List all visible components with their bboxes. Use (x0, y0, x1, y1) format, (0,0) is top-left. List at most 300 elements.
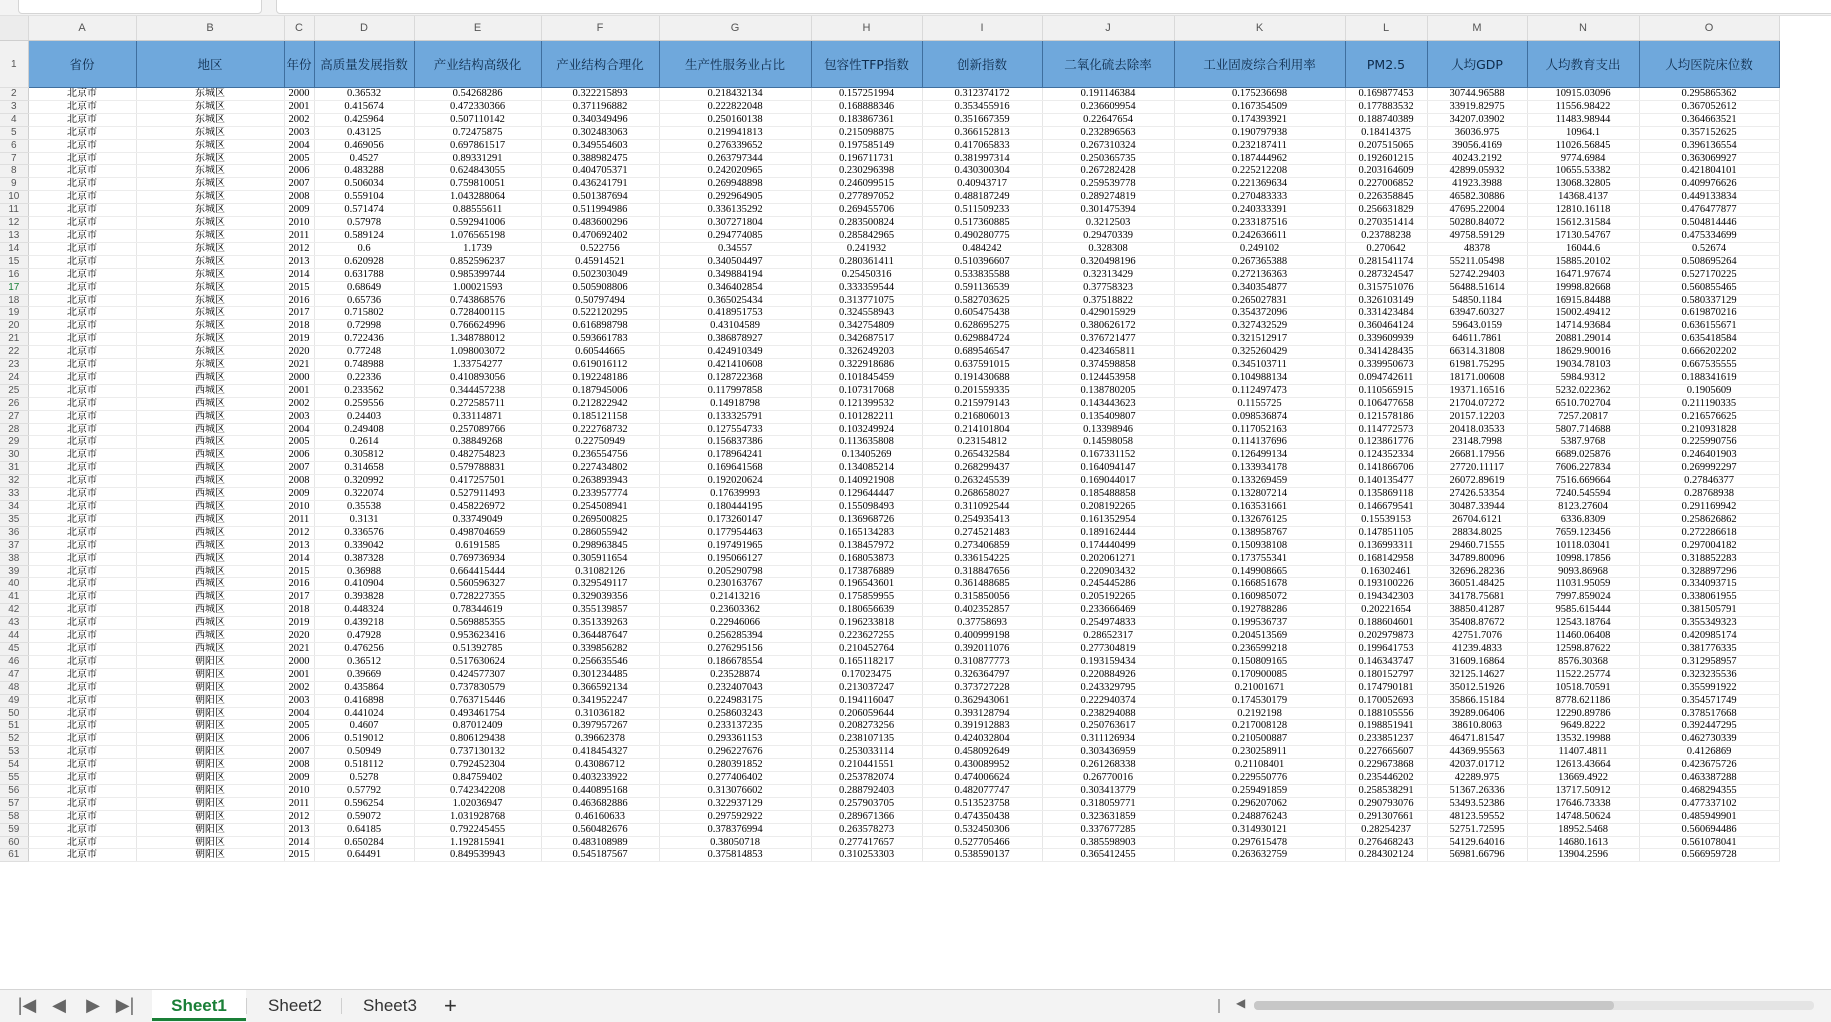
cell[interactable]: 东城区 (136, 165, 284, 178)
cell[interactable]: 0.4126869 (1639, 746, 1779, 759)
cell[interactable]: 2004 (284, 139, 314, 152)
cell[interactable]: 64611.7861 (1427, 333, 1527, 346)
cell[interactable]: 0.240333391 (1174, 204, 1345, 217)
cell[interactable]: 0.329039356 (541, 591, 659, 604)
row-number[interactable]: 60 (0, 836, 28, 849)
row-number[interactable]: 24 (0, 371, 28, 384)
cell[interactable]: 52742.29403 (1427, 268, 1527, 281)
cell[interactable]: 0.117997858 (659, 384, 811, 397)
cell[interactable]: 0.146343747 (1345, 655, 1427, 668)
cell[interactable]: 0.483108989 (541, 836, 659, 849)
cell[interactable]: 0.208273256 (811, 720, 922, 733)
cell[interactable]: 0.263893943 (541, 475, 659, 488)
cell[interactable]: 0.169641568 (659, 462, 811, 475)
cell[interactable]: 0.77248 (314, 346, 414, 359)
cell[interactable]: 0.193100226 (1345, 578, 1427, 591)
cell[interactable]: 0.397957267 (541, 720, 659, 733)
row-number[interactable]: 12 (0, 217, 28, 230)
prev-sheet-icon[interactable]: ◀ (52, 995, 66, 1015)
header-cell[interactable]: 工业固废综合利用率 (1174, 41, 1345, 88)
column-header[interactable]: I (922, 16, 1042, 41)
cell[interactable]: 0.21001671 (1174, 681, 1345, 694)
cell[interactable]: 东城区 (136, 100, 284, 113)
cell[interactable]: 1.098003072 (414, 346, 541, 359)
cell[interactable]: 0.365025434 (659, 294, 811, 307)
cell[interactable]: 2010 (284, 501, 314, 514)
cell[interactable]: 北京市 (28, 810, 136, 823)
cell[interactable]: 0.140135477 (1345, 475, 1427, 488)
cell[interactable]: 0.50949 (314, 746, 414, 759)
cell[interactable]: 2017 (284, 307, 314, 320)
row-number[interactable]: 9 (0, 178, 28, 191)
cell[interactable]: 2008 (284, 475, 314, 488)
cell[interactable]: 北京市 (28, 139, 136, 152)
column-header[interactable]: L (1345, 16, 1427, 41)
cell[interactable]: 21704.07272 (1427, 397, 1527, 410)
cell[interactable]: 9774.6984 (1527, 152, 1639, 165)
cell[interactable]: 0.190797938 (1174, 126, 1345, 139)
cell[interactable]: 西城区 (136, 630, 284, 643)
cell[interactable]: 北京市 (28, 204, 136, 217)
cell[interactable]: 0.430089952 (922, 759, 1042, 772)
cell[interactable]: 11483.98944 (1527, 113, 1639, 126)
cell[interactable]: 2003 (284, 410, 314, 423)
cell[interactable]: 2017 (284, 591, 314, 604)
cell[interactable]: 0.212822942 (541, 397, 659, 410)
cell[interactable]: 0.210452764 (811, 642, 922, 655)
cell[interactable]: 朝阳区 (136, 720, 284, 733)
cell[interactable]: 0.23788238 (1345, 229, 1427, 242)
cell[interactable]: 0.243329795 (1042, 681, 1174, 694)
cell[interactable]: 0.435864 (314, 681, 414, 694)
cell[interactable]: 0.269992297 (1639, 462, 1779, 475)
cell[interactable]: 14368.4137 (1527, 191, 1639, 204)
cell[interactable]: 0.43125 (314, 126, 414, 139)
cell[interactable]: 0.624843055 (414, 165, 541, 178)
cell[interactable]: 2002 (284, 113, 314, 126)
cell[interactable]: 31609.16864 (1427, 655, 1527, 668)
cell[interactable]: 0.315850056 (922, 591, 1042, 604)
cell[interactable]: 17130.54767 (1527, 229, 1639, 242)
cell[interactable]: 15885.20102 (1527, 255, 1639, 268)
cell[interactable]: 61981.75295 (1427, 359, 1527, 372)
tab-sheet3[interactable]: Sheet3 (363, 996, 417, 1015)
cell[interactable]: 东城区 (136, 126, 284, 139)
cell[interactable]: 27426.53354 (1427, 488, 1527, 501)
cell[interactable]: 0.14918798 (659, 397, 811, 410)
cell[interactable]: 0.373727228 (922, 681, 1042, 694)
cell[interactable]: 0.222940374 (1042, 694, 1174, 707)
cell[interactable]: 0.629884724 (922, 333, 1042, 346)
cell[interactable]: 7606.227834 (1527, 462, 1639, 475)
cell[interactable]: 0.616898798 (541, 320, 659, 333)
cell[interactable]: 2015 (284, 565, 314, 578)
cell[interactable]: 0.5278 (314, 772, 414, 785)
cell[interactable]: 2015 (284, 281, 314, 294)
cell[interactable]: 2003 (284, 694, 314, 707)
cell[interactable]: 0.198851941 (1345, 720, 1427, 733)
cell[interactable]: 朝阳区 (136, 681, 284, 694)
cell[interactable]: 20157.12203 (1427, 410, 1527, 423)
cell[interactable]: 0.315751076 (1345, 281, 1427, 294)
cell[interactable]: 北京市 (28, 694, 136, 707)
cell[interactable]: 11407.4811 (1527, 746, 1639, 759)
cell[interactable]: 2016 (284, 294, 314, 307)
cell[interactable]: 0.270483333 (1174, 191, 1345, 204)
cell[interactable]: 0.381776335 (1639, 642, 1779, 655)
cell[interactable]: 13669.4922 (1527, 772, 1639, 785)
cell[interactable]: 0.43104589 (659, 320, 811, 333)
cell[interactable]: 0.318059771 (1042, 797, 1174, 810)
cell[interactable]: 北京市 (28, 591, 136, 604)
cell[interactable]: 0.371196882 (541, 100, 659, 113)
cell[interactable]: 0.342754809 (811, 320, 922, 333)
cell[interactable]: 北京市 (28, 384, 136, 397)
cell[interactable]: 0.87012409 (414, 720, 541, 733)
cell[interactable]: 西城区 (136, 488, 284, 501)
cell[interactable]: 北京市 (28, 113, 136, 126)
cell[interactable]: 0.38050718 (659, 836, 811, 849)
cell[interactable]: 北京市 (28, 423, 136, 436)
row-number[interactable]: 13 (0, 229, 28, 242)
cell[interactable]: 0.381997314 (922, 152, 1042, 165)
cell[interactable]: 0.763715446 (414, 694, 541, 707)
cell[interactable]: 0.270642 (1345, 242, 1427, 255)
row-number[interactable]: 47 (0, 668, 28, 681)
cell[interactable]: 朝阳区 (136, 823, 284, 836)
cell[interactable]: 16915.84488 (1527, 294, 1639, 307)
cell[interactable]: 14714.93684 (1527, 320, 1639, 333)
cell[interactable]: 北京市 (28, 88, 136, 101)
cell[interactable]: 0.36988 (314, 565, 414, 578)
cell[interactable]: 0.474006624 (922, 772, 1042, 785)
spreadsheet-grid[interactable] (0, 16, 1831, 989)
cell[interactable]: 0.098536874 (1174, 410, 1345, 423)
cell[interactable]: 东城区 (136, 281, 284, 294)
cell[interactable]: 0.242020965 (659, 165, 811, 178)
cell[interactable]: 50280.84072 (1427, 217, 1527, 230)
cell[interactable]: 西城区 (136, 565, 284, 578)
cell[interactable]: 0.168053873 (811, 552, 922, 565)
cell[interactable]: 0.169044017 (1042, 475, 1174, 488)
cell[interactable]: 0.314930121 (1174, 823, 1345, 836)
cell[interactable]: 0.150938108 (1174, 539, 1345, 552)
cell[interactable]: 10964.1 (1527, 126, 1639, 139)
cell[interactable]: 0.281541174 (1345, 255, 1427, 268)
row-number[interactable]: 53 (0, 746, 28, 759)
cell[interactable]: 0.259539778 (1042, 178, 1174, 191)
cell[interactable]: 西城区 (136, 462, 284, 475)
row-number[interactable]: 4 (0, 113, 28, 126)
cell[interactable]: 0.403233922 (541, 772, 659, 785)
cell[interactable]: 0.313076602 (659, 784, 811, 797)
cell[interactable]: 0.229550776 (1174, 772, 1345, 785)
cell[interactable]: 0.328897296 (1639, 565, 1779, 578)
cell[interactable]: 0.386878927 (659, 333, 811, 346)
cell[interactable]: 0.328308 (1042, 242, 1174, 255)
cell[interactable]: 40243.2192 (1427, 152, 1527, 165)
row-number[interactable]: 29 (0, 436, 28, 449)
cell[interactable]: 0.107317068 (811, 384, 922, 397)
cell[interactable]: 0.545187567 (541, 849, 659, 862)
cell[interactable]: 0.180444195 (659, 501, 811, 514)
cell[interactable]: 0.166851678 (1174, 578, 1345, 591)
cell[interactable]: 0.174790181 (1345, 681, 1427, 694)
cell[interactable]: 0.323235536 (1639, 668, 1779, 681)
cell[interactable]: 0.339042 (314, 539, 414, 552)
add-sheet-icon[interactable]: + (444, 993, 457, 1018)
column-header[interactable]: A (28, 16, 136, 41)
cell[interactable]: 0.297004182 (1639, 539, 1779, 552)
cell[interactable]: 0.250763617 (1042, 720, 1174, 733)
cell[interactable]: 0.301475394 (1042, 204, 1174, 217)
cell[interactable]: 0.462730339 (1639, 733, 1779, 746)
cell[interactable]: 0.217008128 (1174, 720, 1345, 733)
row-number[interactable]: 36 (0, 526, 28, 539)
cell[interactable]: 5232.022362 (1527, 384, 1639, 397)
cell[interactable]: 0.215979143 (922, 397, 1042, 410)
cell[interactable]: 2000 (284, 371, 314, 384)
cell[interactable]: 1.1739 (414, 242, 541, 255)
cell[interactable]: 0.272286618 (1639, 526, 1779, 539)
cell[interactable]: 0.254508941 (541, 501, 659, 514)
cell[interactable]: 0.276339652 (659, 139, 811, 152)
cell[interactable]: 0.129644447 (811, 488, 922, 501)
cell[interactable]: 北京市 (28, 242, 136, 255)
cell[interactable]: 0.458092649 (922, 746, 1042, 759)
cell[interactable]: 0.194342303 (1345, 591, 1427, 604)
cell[interactable]: 0.472330366 (414, 100, 541, 113)
row-number[interactable]: 1 (0, 41, 28, 88)
row-number[interactable]: 38 (0, 552, 28, 565)
cell[interactable]: 1.031928768 (414, 810, 541, 823)
cell[interactable]: 0.561078041 (1639, 836, 1779, 849)
cell[interactable]: 北京市 (28, 501, 136, 514)
cell[interactable]: 0.485949901 (1639, 810, 1779, 823)
cell[interactable]: 39056.4169 (1427, 139, 1527, 152)
cell[interactable]: 0.320992 (314, 475, 414, 488)
cell[interactable]: 0.50797494 (541, 294, 659, 307)
cell[interactable]: 0.110565915 (1345, 384, 1427, 397)
cell[interactable]: 0.415674 (314, 100, 414, 113)
header-cell[interactable]: 产业结构合理化 (541, 41, 659, 88)
cell[interactable]: 0.17023475 (811, 668, 922, 681)
cell[interactable]: 0.59072 (314, 810, 414, 823)
row-number[interactable]: 42 (0, 604, 28, 617)
cell[interactable]: 0.759810051 (414, 178, 541, 191)
cell[interactable]: 26681.17956 (1427, 449, 1527, 462)
cell[interactable]: 0.425964 (314, 113, 414, 126)
cell[interactable]: 0.490280775 (922, 229, 1042, 242)
cell[interactable]: 0.743868576 (414, 294, 541, 307)
column-header[interactable]: G (659, 16, 811, 41)
cell[interactable]: 0.393828 (314, 591, 414, 604)
cell[interactable]: 9093.86968 (1527, 565, 1639, 578)
cell[interactable]: 0.507110142 (414, 113, 541, 126)
cell[interactable]: 0.737130132 (414, 746, 541, 759)
cell[interactable]: 13532.19988 (1527, 733, 1639, 746)
cell[interactable]: 东城区 (136, 217, 284, 230)
cell[interactable]: 西城区 (136, 384, 284, 397)
cell[interactable]: 0.6191585 (414, 539, 541, 552)
cell[interactable]: 0.326364797 (922, 668, 1042, 681)
cell[interactable]: 0.354372096 (1174, 307, 1345, 320)
cell[interactable]: 6510.702704 (1527, 397, 1639, 410)
cell[interactable]: 0.416898 (314, 694, 414, 707)
cell[interactable]: 0.156837386 (659, 436, 811, 449)
cell[interactable]: 西城区 (136, 552, 284, 565)
cell[interactable]: 0.272585711 (414, 397, 541, 410)
cell[interactable]: 2021 (284, 359, 314, 372)
cell[interactable]: 0.226358845 (1345, 191, 1427, 204)
last-sheet-icon[interactable]: ▶| (115, 995, 135, 1015)
cell[interactable]: 0.177883532 (1345, 100, 1427, 113)
cell[interactable]: 0.164094147 (1042, 462, 1174, 475)
cell[interactable]: 东城区 (136, 113, 284, 126)
cell[interactable]: 0.138958767 (1174, 526, 1345, 539)
cell[interactable]: 北京市 (28, 720, 136, 733)
cell[interactable]: 0.170052693 (1345, 694, 1427, 707)
cell[interactable]: 1.00021593 (414, 281, 541, 294)
cell[interactable]: 0.133325791 (659, 410, 811, 423)
cell[interactable]: 0.367052612 (1639, 100, 1779, 113)
cell[interactable]: 0.322918686 (811, 359, 922, 372)
cell[interactable]: 0.114137696 (1174, 436, 1345, 449)
cell[interactable]: 0.249102 (1174, 242, 1345, 255)
cell[interactable]: 5984.9312 (1527, 371, 1639, 384)
cell[interactable]: 0.296227676 (659, 746, 811, 759)
cell[interactable]: 0.289274819 (1042, 191, 1174, 204)
cell[interactable]: 0.163531661 (1174, 501, 1345, 514)
scrollbar-thumb[interactable] (1254, 1001, 1614, 1010)
cell[interactable]: 0.391912883 (922, 720, 1042, 733)
cell[interactable]: 0.513523758 (922, 797, 1042, 810)
cell[interactable]: 20418.03533 (1427, 423, 1527, 436)
cell[interactable]: 0.340504497 (659, 255, 811, 268)
cell[interactable]: 0.469056 (314, 139, 414, 152)
cell[interactable]: 0.402352857 (922, 604, 1042, 617)
cell[interactable]: 0.291307661 (1345, 810, 1427, 823)
row-number[interactable]: 10 (0, 191, 28, 204)
cell[interactable]: 0.188740389 (1345, 113, 1427, 126)
cell[interactable]: 0.689546547 (922, 346, 1042, 359)
horizontal-scrollbar[interactable] (1254, 1001, 1814, 1010)
cell[interactable]: 0.174440499 (1042, 539, 1174, 552)
cell[interactable]: 0.327432529 (1174, 320, 1345, 333)
cell[interactable]: 0.207515065 (1345, 139, 1427, 152)
cell[interactable]: 0.178964241 (659, 449, 811, 462)
cell[interactable]: 0.22750949 (541, 436, 659, 449)
cell[interactable]: 0.4527 (314, 152, 414, 165)
cell[interactable]: 0.292964905 (659, 191, 811, 204)
cell[interactable]: 63947.60327 (1427, 307, 1527, 320)
cell[interactable]: 2012 (284, 810, 314, 823)
cell[interactable]: 北京市 (28, 268, 136, 281)
cell[interactable]: 0.22946066 (659, 617, 811, 630)
cell[interactable]: 38610.8063 (1427, 720, 1527, 733)
cell[interactable]: 北京市 (28, 165, 136, 178)
cell[interactable]: 15612.31584 (1527, 217, 1639, 230)
cell[interactable]: 0.197491965 (659, 539, 811, 552)
row-number[interactable]: 45 (0, 642, 28, 655)
cell[interactable]: 北京市 (28, 255, 136, 268)
cell[interactable]: 0.3212503 (1042, 217, 1174, 230)
cell[interactable]: 0.312958957 (1639, 655, 1779, 668)
cell[interactable]: 0.21413216 (659, 591, 811, 604)
cell[interactable]: 13717.50912 (1527, 784, 1639, 797)
cell[interactable]: 0.241932 (811, 242, 922, 255)
cell[interactable]: 0.582703625 (922, 294, 1042, 307)
cell[interactable]: 0.132676125 (1174, 513, 1345, 526)
cell[interactable]: 27720.11117 (1427, 462, 1527, 475)
header-cell[interactable]: PM2.5 (1345, 41, 1427, 88)
cell[interactable]: 2021 (284, 642, 314, 655)
header-cell[interactable]: 人均医院床位数 (1639, 41, 1779, 88)
cell[interactable]: 0.160985072 (1174, 591, 1345, 604)
cell[interactable]: 0.409976626 (1639, 178, 1779, 191)
cell[interactable]: 0.254974833 (1042, 617, 1174, 630)
row-number[interactable]: 39 (0, 565, 28, 578)
cell[interactable]: 0.277417657 (811, 836, 922, 849)
cell[interactable]: 30487.33944 (1427, 501, 1527, 514)
cell[interactable]: 0.248876243 (1174, 810, 1345, 823)
cell[interactable]: 0.238107135 (811, 733, 922, 746)
cell[interactable]: 0.474350438 (922, 810, 1042, 823)
cell[interactable]: 0.303436959 (1042, 746, 1174, 759)
cell[interactable]: 0.185488858 (1042, 488, 1174, 501)
cell[interactable]: 0.378517668 (1639, 707, 1779, 720)
cell[interactable]: 北京市 (28, 642, 136, 655)
cell[interactable]: 0.174530179 (1174, 694, 1345, 707)
cell[interactable]: 1.33754277 (414, 359, 541, 372)
cell[interactable]: 2011 (284, 229, 314, 242)
cell[interactable]: 54850.1184 (1427, 294, 1527, 307)
cell[interactable]: 0.441024 (314, 707, 414, 720)
cell[interactable]: 32696.28236 (1427, 565, 1527, 578)
cell[interactable]: 0.84759402 (414, 772, 541, 785)
cell[interactable]: 0.429015929 (1042, 307, 1174, 320)
cell[interactable]: 0.232896563 (1042, 126, 1174, 139)
row-number[interactable]: 21 (0, 333, 28, 346)
cell[interactable]: 34178.75681 (1427, 591, 1527, 604)
cell[interactable]: 0.177954463 (659, 526, 811, 539)
cell[interactable]: 0.64185 (314, 823, 414, 836)
cell[interactable]: 0.253782074 (811, 772, 922, 785)
cell[interactable]: 0.418951753 (659, 307, 811, 320)
cell[interactable]: 0.272136363 (1174, 268, 1345, 281)
cell[interactable]: 0.33749049 (414, 513, 541, 526)
cell[interactable]: 0.619870216 (1639, 307, 1779, 320)
cell[interactable]: 0.155098493 (811, 501, 922, 514)
cell[interactable]: 35012.51926 (1427, 681, 1527, 694)
cell[interactable]: 0.141866706 (1345, 462, 1427, 475)
cell[interactable]: 0.560694486 (1639, 823, 1779, 836)
cell[interactable]: 0.101845459 (811, 371, 922, 384)
cell[interactable]: 9649.8222 (1527, 720, 1639, 733)
cell[interactable]: 0.28254237 (1345, 823, 1427, 836)
cell[interactable]: 44369.95563 (1427, 746, 1527, 759)
cell[interactable]: 0.256631829 (1345, 204, 1427, 217)
cell[interactable]: 48123.59552 (1427, 810, 1527, 823)
cell[interactable]: 0.229673868 (1345, 759, 1427, 772)
cell[interactable]: 12290.89786 (1527, 707, 1639, 720)
cell[interactable]: 0.277304819 (1042, 642, 1174, 655)
header-cell[interactable]: 人均教育支出 (1527, 41, 1639, 88)
cell[interactable]: 14748.50624 (1527, 810, 1639, 823)
cell[interactable]: 0.476477877 (1639, 204, 1779, 217)
cell[interactable]: 1.043288064 (414, 191, 541, 204)
cell[interactable]: 0.1155725 (1174, 397, 1345, 410)
